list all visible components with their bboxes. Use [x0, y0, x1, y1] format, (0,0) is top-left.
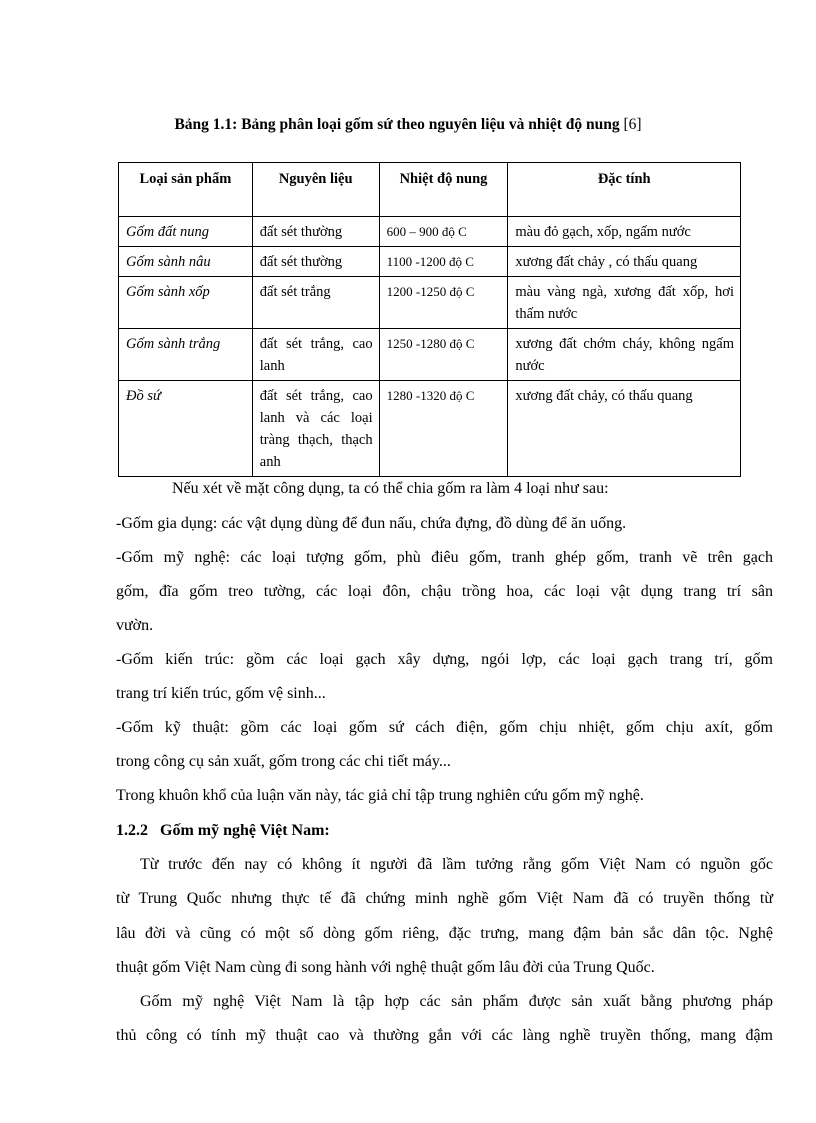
table-row: [119, 381, 741, 477]
list-item-art-line-3: vườn.: [116, 617, 154, 634]
cell-material: đất sét thường: [252, 217, 379, 247]
list-item-architecture-line-2: trang trí kiến trúc, gốm vệ sinh...: [116, 685, 326, 702]
cell-material: đất sét trắng: [252, 277, 379, 329]
caption-reference: [6]: [623, 116, 642, 133]
intro-line: Nếu xét về mặt công dụng, ta có thể chia gốm ra làm 4 loại như sau:: [172, 480, 609, 497]
list-item-art-line-1: -Gốm mỹ nghệ: các loại tượng gốm, phù điêu gốm, tranh ghép gốm, tranh vẽ trên gạch: [116, 549, 773, 566]
cell-properties: xương đất chảy, có thấu quang: [508, 381, 741, 477]
cell-temp: 600 – 900 độ C: [379, 217, 508, 247]
header-material: Nguyên liệu: [252, 163, 379, 217]
cell-temp: 1200 -1250 độ C: [379, 277, 508, 329]
paragraph-1-line-2: từ Trung Quốc nhưng thực tế đã chứng minh nghề gốm Việt Nam đã có truyền thống từ: [116, 890, 773, 907]
header-product-type: Loại sản phẩm: [119, 163, 253, 217]
paragraph-2-line-1: Gốm mỹ nghệ Việt Nam là tập hợp các sản phẩm được sản xuất bằng phương pháp: [140, 993, 773, 1010]
section-heading: 1.2.2 Gốm mỹ nghệ Việt Nam:: [116, 822, 330, 839]
cell-temp: 1250 -1280 độ C: [379, 329, 508, 381]
cell-product: Gốm sành trắng: [119, 329, 253, 381]
header-properties: Đặc tính: [508, 163, 741, 217]
list-item-art-line-2: gốm, đĩa gốm treo tường, các loại đôn, chậu trồng hoa, các loại vật dụng trang trí sân: [116, 583, 773, 600]
list-item-architecture-line-1: -Gốm kiến trúc: gồm các loại gạch xây dựng, ngói lợp, các loại gạch trang trí, gốm: [116, 651, 773, 668]
cell-product: Gốm đất nung: [119, 217, 253, 247]
table-row: [119, 217, 741, 247]
cell-product: Gốm sành nâu: [119, 247, 253, 277]
header-firing-temp: Nhiệt độ nung: [379, 163, 508, 217]
table-row: [119, 247, 741, 277]
list-item-technical-line-2: trong công cụ sản xuất, gốm trong các chi tiết máy...: [116, 753, 451, 770]
scope-line: Trong khuôn khổ của luận văn này, tác giả chỉ tập trung nghiên cứu gốm mỹ nghệ.: [116, 787, 644, 804]
cell-properties: màu đỏ gạch, xốp, ngấm nước: [508, 217, 741, 247]
classification-table: [118, 162, 741, 477]
cell-properties: xương đất chảy , có thấu quang: [508, 247, 741, 277]
list-item-household: -Gốm gia dụng: các vật dụng dùng để đun nấu, chứa đựng, đồ dùng để ăn uống.: [116, 515, 627, 532]
cell-product: Gốm sành xốp: [119, 277, 253, 329]
paragraph-1-line-1: Từ trước đến nay có không ít người đã lầm tưởng rằng gốm Việt Nam có nguồn gốc: [140, 856, 773, 873]
table-header-row: [119, 163, 741, 217]
cell-product: Đồ sứ: [119, 381, 253, 477]
table-caption: [0, 116, 816, 134]
paragraph-1-line-3: lâu đời và cũng có một số dòng gốm riêng, đặc trưng, mang đậm bản sắc dân tộc. Nghệ: [116, 925, 773, 942]
cell-temp: 1100 -1200 độ C: [379, 247, 508, 277]
cell-material: đất sét trắng, cao lanh: [252, 329, 379, 381]
cell-properties: màu vàng ngà, xương đất xốp, hơi thấm nước: [508, 277, 741, 329]
paragraph-1-line-4: thuật gốm Việt Nam cùng đi song hành với nghệ thuật gốm lâu đời của Trung Quốc.: [116, 959, 655, 976]
table-row: [119, 329, 741, 381]
table-row: [119, 277, 741, 329]
cell-properties: xương đất chớm cháy, không ngấm nước: [508, 329, 741, 381]
caption-title: Bảng 1.1: Bảng phân loại gốm sứ theo nguyên liệu và nhiệt độ nung: [174, 116, 620, 133]
cell-material: đất sét thường: [252, 247, 379, 277]
list-item-technical-line-1: -Gốm kỹ thuật: gồm các loại gốm sứ cách điện, gốm chịu nhiệt, gốm chịu axít, gốm: [116, 719, 773, 736]
paragraph-2-line-2: thủ công có tính mỹ thuật cao và thường gắn với các làng nghề truyền thống, mang đậm: [116, 1027, 773, 1044]
cell-temp: 1280 -1320 độ C: [379, 381, 508, 477]
cell-material: đất sét trắng, cao lanh và các loại tràng thạch, thạch anh: [252, 381, 379, 477]
